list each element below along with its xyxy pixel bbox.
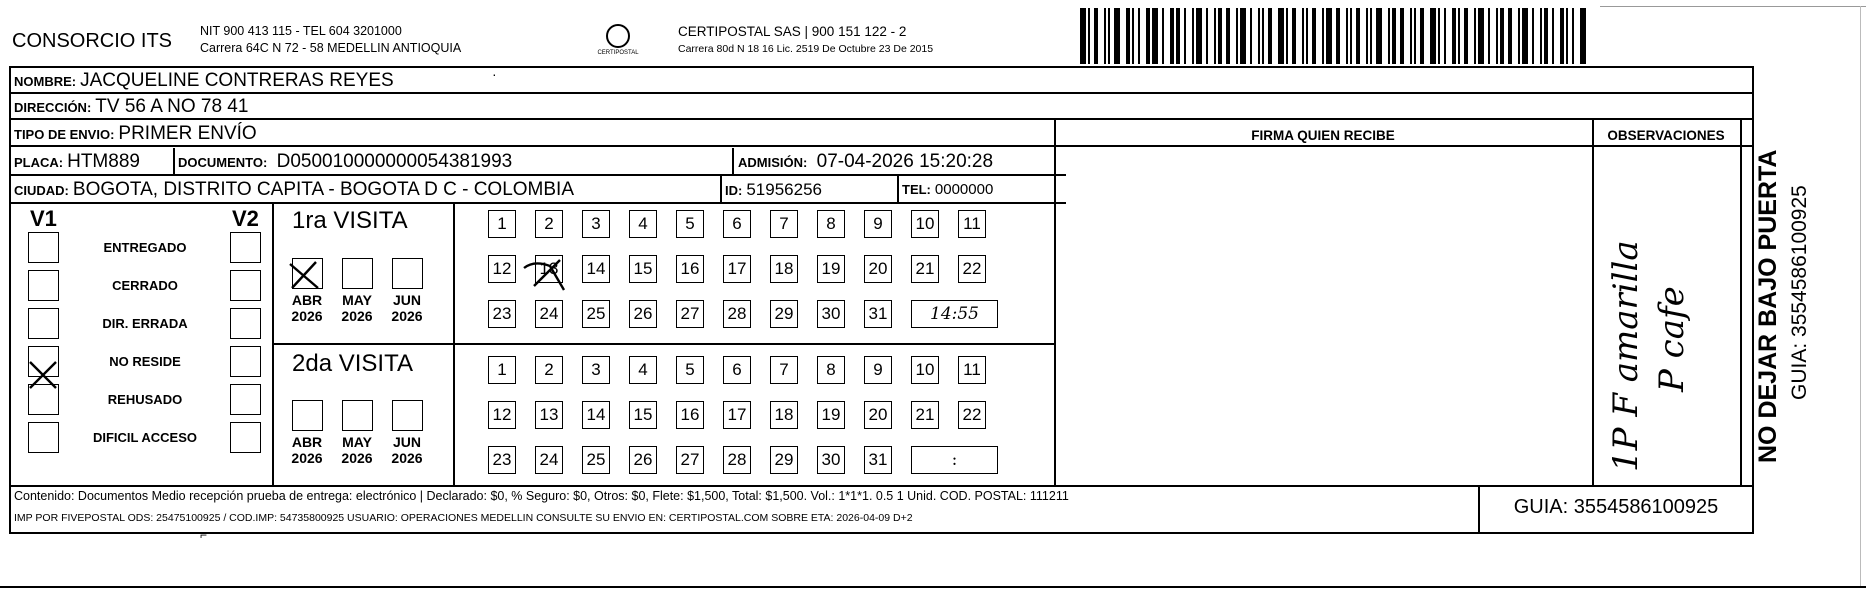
- barcode-bar: [1508, 8, 1512, 64]
- barcode-bar: [1500, 8, 1504, 64]
- day-box[interactable]: 12: [488, 401, 516, 429]
- day-box[interactable]: 13: [535, 255, 563, 283]
- month-label: [334, 434, 380, 466]
- day-box[interactable]: 1: [488, 210, 516, 238]
- barcode-bar: [1388, 8, 1390, 64]
- barcode-bar: [1214, 8, 1216, 64]
- barcode-bar: [1302, 8, 1304, 64]
- day-box[interactable]: 4: [629, 356, 657, 384]
- day-box[interactable]: 18: [770, 401, 798, 429]
- month-label: [334, 292, 380, 324]
- placa-label: PLACA:: [14, 155, 64, 170]
- month-checkbox[interactable]: [292, 400, 323, 431]
- tipo-value: PRIMER ENVÍO: [118, 123, 257, 144]
- barcode-bar: [1162, 8, 1164, 64]
- divider: [897, 176, 899, 202]
- barcode-bar: [1496, 8, 1498, 64]
- abr-x-mark: [286, 258, 322, 292]
- admision-label: ADMISIÓN:: [738, 155, 808, 170]
- day-box[interactable]: 22: [958, 255, 986, 283]
- barcode-bar: [1146, 8, 1150, 64]
- barcode-bar: [1400, 8, 1404, 64]
- barcode-bar: [1518, 8, 1520, 64]
- no-reside-x-mark: [26, 358, 60, 392]
- day-box[interactable]: 20: [864, 401, 892, 429]
- day-box[interactable]: 21: [911, 401, 939, 429]
- divider: [1592, 120, 1594, 485]
- barcode: [1080, 8, 1610, 64]
- direccion-row: [14, 96, 248, 118]
- barcode-bar: [1488, 8, 1490, 64]
- barcode-bar: [1410, 8, 1412, 64]
- tel-label: TEL:: [902, 182, 931, 197]
- ciudad-label: CIUDAD:: [14, 183, 69, 198]
- barcode-bar: [1138, 8, 1140, 64]
- barcode-bar: [1306, 8, 1308, 64]
- barcode-bar: [1292, 8, 1296, 64]
- day-box[interactable]: 14: [582, 401, 610, 429]
- v2-checkbox[interactable]: [230, 346, 261, 377]
- status-label: REHUSADO: [107, 392, 183, 407]
- day-box[interactable]: 27: [676, 446, 704, 474]
- barcode-bar: [1262, 8, 1264, 64]
- status-label: CERRADO: [112, 278, 178, 293]
- barcode-bar: [1336, 8, 1340, 64]
- barcode-bar: [1170, 8, 1174, 64]
- barcode-bar: [1268, 8, 1272, 64]
- status-label: NO RESIDE: [109, 354, 181, 369]
- id-value: 51956256: [746, 180, 822, 199]
- company-name: CONSORCIO ITS: [12, 30, 173, 52]
- barcode-bar: [1226, 8, 1230, 64]
- footer-guia: GUIA: 3554586100925: [1513, 496, 1719, 518]
- day-box[interactable]: 24: [535, 300, 563, 328]
- nombre-row: [14, 70, 394, 92]
- day-box[interactable]: 26: [629, 300, 657, 328]
- day-box[interactable]: 2: [535, 356, 563, 384]
- v2-label: V2: [232, 206, 259, 231]
- barcode-bar: [1114, 8, 1120, 64]
- barcode-bar: [1286, 8, 1288, 64]
- barcode-bar: [1196, 8, 1202, 64]
- carrier-name: CERTIPOSTAL SAS | 900 151 122 - 2: [678, 24, 907, 39]
- barcode-bar: [1258, 8, 1260, 64]
- day-box[interactable]: 20: [864, 255, 892, 283]
- divider: [272, 343, 1054, 345]
- v1-label: V1: [30, 206, 57, 231]
- firma-header: FIRMA QUIEN RECIBE: [1251, 128, 1395, 143]
- day-box[interactable]: 30: [817, 300, 845, 328]
- first-visit-title: 1ra VISITA: [292, 207, 408, 234]
- documento-label: DOCUMENTO:: [178, 155, 268, 170]
- barcode-bar: [1544, 8, 1548, 64]
- direccion-value: TV 56 A NO 78 41: [95, 96, 249, 117]
- day-box[interactable]: 23: [488, 300, 516, 328]
- barcode-bar: [1430, 8, 1436, 64]
- day-box[interactable]: 2: [535, 210, 563, 238]
- v2-checkbox[interactable]: [230, 232, 261, 263]
- month-label: [284, 292, 330, 324]
- day-box[interactable]: 26: [629, 446, 657, 474]
- barcode-bar: [1094, 8, 1098, 64]
- barcode-bar: [1392, 8, 1396, 64]
- month-year: 2026: [341, 308, 373, 324]
- documento-row: [178, 151, 512, 173]
- divider: [11, 92, 1752, 94]
- stray-dot: ·: [492, 66, 497, 82]
- divider: [1054, 120, 1056, 485]
- barcode-bar: [1376, 8, 1382, 64]
- day-box[interactable]: 16: [676, 255, 704, 283]
- v2-checkbox[interactable]: [230, 384, 261, 415]
- divider: [732, 148, 734, 174]
- barcode-bar: [1560, 8, 1564, 64]
- tipo-label: TIPO DE ENVIO:: [14, 127, 115, 142]
- day-box[interactable]: 9: [864, 356, 892, 384]
- day-box[interactable]: 24: [535, 446, 563, 474]
- side-warning: NO DEJAR BAJO PUERTA: [1754, 149, 1782, 463]
- barcode-bar: [1350, 8, 1352, 64]
- barcode-bar: [1322, 8, 1324, 64]
- tel-value: 0000000: [934, 181, 994, 198]
- admision-value: 07-04-2026 15:20:28: [816, 151, 994, 172]
- carrier-logo: [592, 24, 644, 56]
- company-address: Carrera 64C N 72 - 58 MEDELLIN ANTIOQUIA: [200, 41, 462, 55]
- status-label: ENTREGADO: [103, 240, 187, 255]
- day-box[interactable]: 3: [582, 356, 610, 384]
- day-box[interactable]: 12: [488, 255, 516, 283]
- month-name: ABR: [291, 434, 323, 450]
- day-box[interactable]: 28: [723, 446, 751, 474]
- barcode-bar: [1452, 8, 1456, 64]
- month-year: 2026: [291, 308, 323, 324]
- stray-mark: ⌐: [200, 528, 208, 542]
- barcode-bar: [1580, 8, 1586, 64]
- nombre-value: JACQUELINE CONTRERAS REYES: [80, 70, 394, 91]
- day-box[interactable]: 16: [676, 401, 704, 429]
- barcode-bar: [1356, 8, 1360, 64]
- ciudad-row: [14, 179, 574, 201]
- barcode-bar: [1278, 8, 1284, 64]
- barcode-bar: [1540, 8, 1542, 64]
- divider: [11, 485, 1752, 487]
- id-row: [725, 180, 822, 200]
- documento-value: D050010000000054381993: [276, 151, 513, 172]
- barcode-bar: [1152, 8, 1158, 64]
- barcode-bar: [1240, 8, 1246, 64]
- v2-checkbox[interactable]: [230, 422, 261, 453]
- tel-row: [902, 181, 993, 198]
- day-box[interactable]: 15: [629, 401, 657, 429]
- barcode-bar: [1444, 8, 1446, 64]
- side-guia: GUIA: 3554586100925: [1788, 185, 1811, 400]
- barcode-bar: [1088, 8, 1090, 64]
- divider: [11, 145, 1752, 147]
- logo-circle-icon: [606, 24, 630, 48]
- page-edge: [0, 586, 1866, 588]
- imp-text: IMP POR FIVEPOSTAL ODS: 25475100925 / COD.IMP: 54735800925 USUARIO: OPERACIONES MEDELLIN CONSULTE SU ENVIO EN: CERTIPOSTAL.COM SOBRE ETA: 2026-04-09 D+2: [14, 512, 913, 524]
- day-box[interactable]: 8: [817, 210, 845, 238]
- v2-checkbox[interactable]: [230, 270, 261, 301]
- time-box[interactable]: :: [911, 446, 998, 474]
- divider: [173, 148, 175, 174]
- v1-checkbox[interactable]: [28, 308, 59, 339]
- month-year: 2026: [391, 308, 423, 324]
- day-box[interactable]: 22: [958, 401, 986, 429]
- barcode-bar: [1250, 8, 1252, 64]
- day-box[interactable]: 1: [488, 356, 516, 384]
- barcode-bar: [1532, 8, 1534, 64]
- day-box[interactable]: 21: [911, 255, 939, 283]
- month-name: JUN: [392, 434, 421, 450]
- barcode-bar: [1458, 8, 1460, 64]
- month-label: [284, 434, 330, 466]
- barcode-bar: [1414, 8, 1416, 64]
- month-label: [384, 292, 430, 324]
- observacion-line1: 1P F amarilla: [1606, 240, 1646, 472]
- barcode-bar: [1566, 8, 1568, 64]
- id-label: ID:: [725, 183, 743, 198]
- placa-row: [14, 151, 140, 173]
- month-name: ABR: [291, 292, 323, 308]
- day-box[interactable]: 31: [864, 300, 892, 328]
- day13-x-mark: [520, 256, 568, 294]
- barcode-bar: [1478, 8, 1484, 64]
- day-box[interactable]: 14: [582, 255, 610, 283]
- company-nit: NIT 900 413 115 - TEL 604 3201000: [200, 24, 402, 38]
- divider: [11, 118, 1752, 120]
- second-visit-title: 2da VISITA: [292, 350, 413, 377]
- day-box[interactable]: 25: [582, 446, 610, 474]
- status-label: DIFICIL ACCESO: [92, 430, 197, 445]
- carrier-license: Carrera 80d N 18 16 Lic. 2519 De Octubre 23 De 2015: [678, 43, 934, 55]
- day-box[interactable]: 5: [676, 356, 704, 384]
- month-year: 2026: [291, 450, 323, 466]
- barcode-bar: [1104, 8, 1106, 64]
- barcode-bar: [1552, 8, 1554, 64]
- barcode-bar: [1312, 8, 1316, 64]
- tipo-row: [14, 123, 257, 145]
- ciudad-value: BOGOTA, DISTRITO CAPITA - BOGOTA D C - COLOMBIA: [72, 179, 574, 200]
- day-box[interactable]: 15: [629, 255, 657, 283]
- month-year: 2026: [391, 450, 423, 466]
- barcode-bar: [1126, 8, 1130, 64]
- divider: [11, 174, 1066, 176]
- day-box[interactable]: 17: [723, 401, 751, 429]
- day-box[interactable]: 29: [770, 446, 798, 474]
- month-name: MAY: [342, 434, 372, 450]
- divider: [720, 176, 722, 202]
- month-label: [384, 434, 430, 466]
- day-box[interactable]: 28: [723, 300, 751, 328]
- day-box[interactable]: 9: [864, 210, 892, 238]
- contenido-text: Contenido: Documentos Medio recepción prueba de entrega: electrónico | Declarado: $0, % Seguro: $0, Otros: $0, Flete: $1,500, Total: $1,500. Vol.: 1*1*1. 0.5 1 Unid. COD. POSTAL: 111211: [14, 489, 1069, 503]
- day-box[interactable]: 27: [676, 300, 704, 328]
- barcode-bar: [1176, 8, 1180, 64]
- month-name: JUN: [392, 292, 421, 308]
- day-box[interactable]: 8: [817, 356, 845, 384]
- month-year: 2026: [341, 450, 373, 466]
- day-box[interactable]: 7: [770, 210, 798, 238]
- placa-value: HTM889: [67, 151, 140, 172]
- day-box[interactable]: 23: [488, 446, 516, 474]
- barcode-bar: [1192, 8, 1194, 64]
- day-box[interactable]: 4: [629, 210, 657, 238]
- day-box[interactable]: 19: [817, 401, 845, 429]
- day-box[interactable]: 17: [723, 255, 751, 283]
- barcode-bar: [1366, 8, 1368, 64]
- v1-checkbox[interactable]: [28, 232, 59, 263]
- month-name: MAY: [342, 292, 372, 308]
- day-box[interactable]: 31: [864, 446, 892, 474]
- barcode-bar: [1326, 8, 1332, 64]
- divider: [11, 202, 1066, 204]
- barcode-bar: [1464, 8, 1468, 64]
- barcode-bar: [1184, 8, 1186, 64]
- barcode-bar: [1108, 8, 1110, 64]
- page-edge: [1600, 6, 1866, 7]
- barcode-bar: [1370, 8, 1372, 64]
- month-checkbox[interactable]: [342, 400, 373, 431]
- barcode-bar: [1236, 8, 1238, 64]
- day-box[interactable]: 10: [911, 356, 939, 384]
- day-box[interactable]: 5: [676, 210, 704, 238]
- barcode-bar: [1346, 8, 1348, 64]
- status-label: DIR. ERRADA: [102, 316, 188, 331]
- day-box[interactable]: 6: [723, 356, 751, 384]
- barcode-bar: [1522, 8, 1528, 64]
- month-checkbox[interactable]: [392, 400, 423, 431]
- v1-checkbox[interactable]: [28, 270, 59, 301]
- barcode-bar: [1438, 8, 1440, 64]
- barcode-bar: [1080, 8, 1086, 64]
- admision-row: [738, 151, 993, 173]
- nombre-label: NOMBRE:: [14, 74, 77, 89]
- day-box[interactable]: 25: [582, 300, 610, 328]
- barcode-bar: [1474, 8, 1476, 64]
- barcode-bar: [1218, 8, 1222, 64]
- day-box[interactable]: 3: [582, 210, 610, 238]
- barcode-bar: [1206, 8, 1208, 64]
- observacion-line2: P cafe: [1652, 286, 1692, 392]
- day-box[interactable]: 13: [535, 401, 563, 429]
- page-edge: [1860, 6, 1861, 586]
- v2-checkbox[interactable]: [230, 308, 261, 339]
- barcode-bar: [1132, 8, 1134, 64]
- day-box[interactable]: 11: [958, 356, 986, 384]
- day-box[interactable]: 18: [770, 255, 798, 283]
- day-box[interactable]: 11: [958, 210, 986, 238]
- direccion-label: DIRECCIÓN:: [14, 100, 92, 115]
- divider: [1740, 120, 1742, 485]
- logo-text: CERTIPOSTAL: [597, 50, 639, 56]
- day-box[interactable]: 19: [817, 255, 845, 283]
- day-box[interactable]: 10: [911, 210, 939, 238]
- observaciones-header: OBSERVACIONES: [1607, 128, 1725, 143]
- v1-checkbox[interactable]: [28, 422, 59, 453]
- day-box[interactable]: 30: [817, 446, 845, 474]
- month-checkbox[interactable]: [392, 258, 423, 289]
- day-box[interactable]: 7: [770, 356, 798, 384]
- barcode-bar: [1420, 8, 1424, 64]
- day-box[interactable]: 29: [770, 300, 798, 328]
- day-box[interactable]: 6: [723, 210, 751, 238]
- time-box[interactable]: 14:55: [911, 300, 998, 328]
- month-checkbox[interactable]: [342, 258, 373, 289]
- barcode-bar: [1572, 8, 1574, 64]
